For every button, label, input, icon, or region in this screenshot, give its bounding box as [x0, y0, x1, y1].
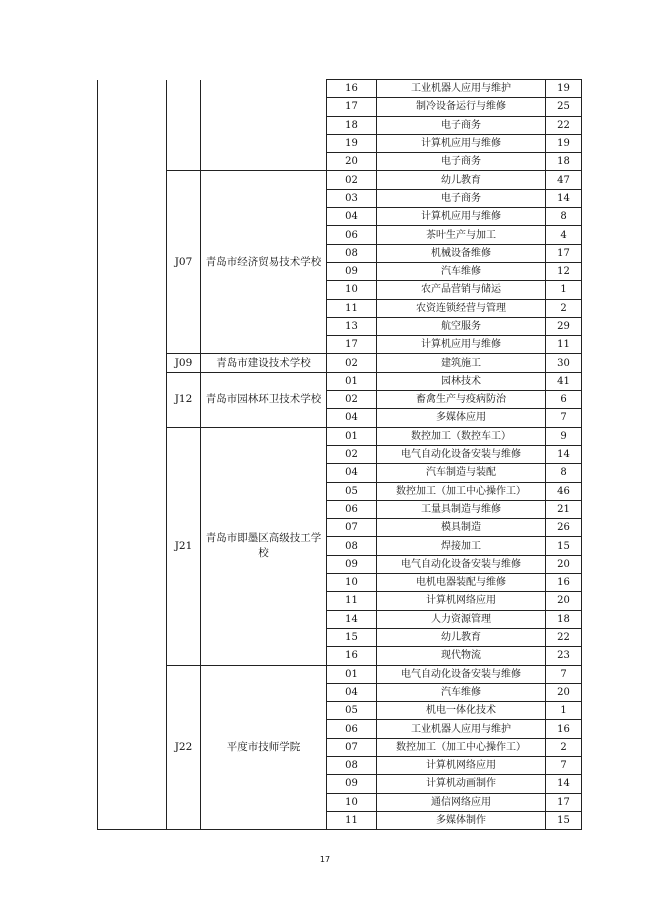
count-cell: 18 [546, 153, 582, 171]
major-code-cell: 01 [327, 427, 377, 445]
count-cell: 20 [546, 683, 582, 701]
major-code-cell: 08 [327, 537, 377, 555]
major-code-cell: 04 [327, 208, 377, 226]
school-name-cell: 青岛市园林环卫技术学校 [201, 372, 327, 427]
major-name-cell: 计算机动画制作 [377, 775, 546, 793]
count-cell: 17 [546, 793, 582, 811]
count-cell: 7 [546, 756, 582, 774]
major-code-cell: 18 [327, 116, 377, 134]
major-name-cell: 电机电器装配与维修 [377, 574, 546, 592]
enrollment-table [97, 79, 582, 830]
major-code-cell: 11 [327, 592, 377, 610]
major-name-cell: 汽车制造与装配 [377, 464, 546, 482]
table-row [98, 354, 582, 372]
table-row [98, 80, 582, 98]
major-name-cell: 园林技术 [377, 372, 546, 390]
major-code-cell: 04 [327, 409, 377, 427]
major-name-cell: 幼儿教育 [377, 628, 546, 646]
major-name-cell: 建筑施工 [377, 354, 546, 372]
school-name-cell: 青岛市经济贸易技术学校 [201, 171, 327, 354]
major-name-cell: 计算机网络应用 [377, 756, 546, 774]
major-code-cell: 14 [327, 610, 377, 628]
major-name-cell: 计算机网络应用 [377, 592, 546, 610]
major-name-cell: 机械设备维修 [377, 244, 546, 262]
major-code-cell: 06 [327, 226, 377, 244]
major-name-cell: 汽车维修 [377, 262, 546, 280]
major-name-cell: 电气自动化设备安装与维修 [377, 555, 546, 573]
major-name-cell: 计算机应用与维修 [377, 208, 546, 226]
count-cell: 16 [546, 720, 582, 738]
major-name-cell: 农资连锁经营与管理 [377, 299, 546, 317]
school-name-cell: 平度市技师学院 [201, 665, 327, 830]
major-code-cell: 08 [327, 756, 377, 774]
major-code-cell: 06 [327, 720, 377, 738]
major-code-cell: 01 [327, 665, 377, 683]
count-cell: 21 [546, 500, 582, 518]
table-row [98, 171, 582, 189]
school-code-cell: J07 [167, 171, 201, 354]
school-code-cell [167, 80, 201, 171]
count-cell: 11 [546, 336, 582, 354]
major-code-cell: 17 [327, 336, 377, 354]
count-cell: 46 [546, 482, 582, 500]
table-row [98, 372, 582, 390]
major-name-cell: 制冷设备运行与维修 [377, 98, 546, 116]
count-cell: 17 [546, 244, 582, 262]
count-cell: 41 [546, 372, 582, 390]
table-row [98, 427, 582, 445]
major-name-cell: 工业机器人应用与维护 [377, 720, 546, 738]
count-cell: 1 [546, 702, 582, 720]
count-cell: 30 [546, 354, 582, 372]
major-code-cell: 02 [327, 445, 377, 463]
major-name-cell: 汽车维修 [377, 683, 546, 701]
major-code-cell: 04 [327, 464, 377, 482]
count-cell: 47 [546, 171, 582, 189]
major-name-cell: 焊接加工 [377, 537, 546, 555]
count-cell: 18 [546, 610, 582, 628]
major-code-cell: 09 [327, 555, 377, 573]
major-name-cell: 电气自动化设备安装与维修 [377, 445, 546, 463]
major-code-cell: 16 [327, 80, 377, 98]
count-cell: 16 [546, 574, 582, 592]
page-number: 17 [319, 855, 331, 864]
major-code-cell: 10 [327, 574, 377, 592]
school-name-cell: 青岛市建设技术学校 [201, 354, 327, 372]
major-code-cell: 07 [327, 738, 377, 756]
count-cell: 14 [546, 189, 582, 207]
major-name-cell: 工业机器人应用与维护 [377, 80, 546, 98]
count-cell: 22 [546, 628, 582, 646]
school-name-cell [201, 80, 327, 171]
major-name-cell: 计算机应用与维修 [377, 336, 546, 354]
major-name-cell: 电气自动化设备安装与维修 [377, 665, 546, 683]
count-cell: 19 [546, 134, 582, 152]
major-name-cell: 农产品营销与储运 [377, 281, 546, 299]
count-cell: 15 [546, 811, 582, 829]
count-cell: 22 [546, 116, 582, 134]
count-cell: 20 [546, 555, 582, 573]
major-code-cell: 11 [327, 811, 377, 829]
major-code-cell: 19 [327, 134, 377, 152]
major-name-cell: 机电一体化技术 [377, 702, 546, 720]
school-code-cell: J21 [167, 427, 201, 665]
major-name-cell: 人力资源管理 [377, 610, 546, 628]
count-cell: 7 [546, 665, 582, 683]
major-name-cell: 多媒体制作 [377, 811, 546, 829]
major-name-cell: 电子商务 [377, 116, 546, 134]
major-name-cell: 计算机应用与维修 [377, 134, 546, 152]
major-code-cell: 09 [327, 775, 377, 793]
major-name-cell: 工量具制造与维修 [377, 500, 546, 518]
count-cell: 25 [546, 98, 582, 116]
major-name-cell: 电子商务 [377, 189, 546, 207]
count-cell: 9 [546, 427, 582, 445]
count-cell: 29 [546, 317, 582, 335]
major-name-cell: 多媒体应用 [377, 409, 546, 427]
region-cell [98, 80, 167, 830]
count-cell: 8 [546, 464, 582, 482]
major-code-cell: 03 [327, 189, 377, 207]
school-code-cell: J22 [167, 665, 201, 830]
major-name-cell: 电子商务 [377, 153, 546, 171]
major-code-cell: 11 [327, 299, 377, 317]
table-row [98, 665, 582, 683]
major-code-cell: 15 [327, 628, 377, 646]
major-code-cell: 02 [327, 391, 377, 409]
major-name-cell: 通信网络应用 [377, 793, 546, 811]
major-code-cell: 13 [327, 317, 377, 335]
count-cell: 14 [546, 445, 582, 463]
major-code-cell: 02 [327, 171, 377, 189]
major-code-cell: 09 [327, 262, 377, 280]
count-cell: 8 [546, 208, 582, 226]
major-code-cell: 08 [327, 244, 377, 262]
major-code-cell: 05 [327, 482, 377, 500]
count-cell: 6 [546, 391, 582, 409]
count-cell: 2 [546, 738, 582, 756]
major-code-cell: 10 [327, 281, 377, 299]
major-code-cell: 05 [327, 702, 377, 720]
major-code-cell: 06 [327, 500, 377, 518]
count-cell: 20 [546, 592, 582, 610]
major-name-cell: 现代物流 [377, 647, 546, 665]
major-name-cell: 数控加工（加工中心操作工） [377, 738, 546, 756]
table-body [98, 80, 582, 830]
count-cell: 1 [546, 281, 582, 299]
major-code-cell: 04 [327, 683, 377, 701]
school-code-cell: J12 [167, 372, 201, 427]
major-name-cell: 数控加工（数控车工） [377, 427, 546, 445]
major-code-cell: 10 [327, 793, 377, 811]
count-cell: 7 [546, 409, 582, 427]
count-cell: 19 [546, 80, 582, 98]
major-name-cell: 畜禽生产与疫病防治 [377, 391, 546, 409]
count-cell: 15 [546, 537, 582, 555]
major-name-cell: 数控加工（加工中心操作工） [377, 482, 546, 500]
major-name-cell: 航空服务 [377, 317, 546, 335]
school-code-cell: J09 [167, 354, 201, 372]
major-code-cell: 02 [327, 354, 377, 372]
major-name-cell: 模具制造 [377, 519, 546, 537]
school-name-cell: 青岛市即墨区高级技工学校 [201, 427, 327, 665]
major-code-cell: 07 [327, 519, 377, 537]
count-cell: 12 [546, 262, 582, 280]
major-code-cell: 17 [327, 98, 377, 116]
major-code-cell: 16 [327, 647, 377, 665]
count-cell: 4 [546, 226, 582, 244]
major-name-cell: 幼儿教育 [377, 171, 546, 189]
count-cell: 26 [546, 519, 582, 537]
count-cell: 2 [546, 299, 582, 317]
major-code-cell: 01 [327, 372, 377, 390]
count-cell: 23 [546, 647, 582, 665]
count-cell: 14 [546, 775, 582, 793]
major-code-cell: 20 [327, 153, 377, 171]
major-name-cell: 茶叶生产与加工 [377, 226, 546, 244]
